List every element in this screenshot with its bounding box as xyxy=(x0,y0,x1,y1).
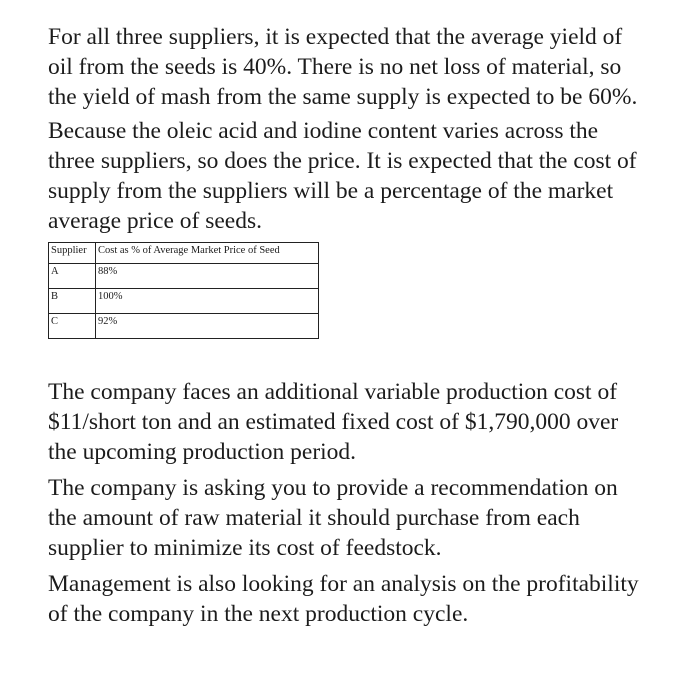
paragraph-profitability: Management is also looking for an analysis on the profitability of the company in the next production cycle. xyxy=(48,571,639,627)
document-body xyxy=(48,22,648,635)
table-cell-cost: 88% xyxy=(96,264,319,289)
table-cell-supplier: C xyxy=(49,314,96,339)
table-row xyxy=(49,289,319,314)
table-header-cost: Cost as % of Average Market Price of Seed xyxy=(96,243,319,264)
spacer xyxy=(48,339,648,377)
table-cell-supplier: A xyxy=(49,264,96,289)
table-cell-cost: 100% xyxy=(96,289,319,314)
table-cell-supplier: B xyxy=(49,289,96,314)
supplier-cost-table xyxy=(48,242,319,339)
paragraph-yield: For all three suppliers, it is expected that the average yield of oil from the seeds is 40%. There is no net loss of material, so the yield of mash from the same supply is expected to be 60%. xyxy=(48,24,638,110)
paragraph-costs: The company faces an additional variable production cost of $11/short ton and an estimated fixed cost of $1,790,000 over the upcoming production period. xyxy=(48,379,619,465)
table-header-supplier: Supplier xyxy=(49,243,96,264)
paragraph-recommendation: The company is asking you to provide a recommendation on the amount of raw material it should purchase from each supplier to minimize its cost of feedstock. xyxy=(48,475,618,561)
paragraph-price: Because the oleic acid and iodine content varies across the three suppliers, so does the price. It is expected that the cost of supply from the suppliers will be a percentage of the market average price of seeds. xyxy=(48,118,637,234)
table-header-row xyxy=(49,243,319,264)
table-row xyxy=(49,264,319,289)
table-cell-cost: 92% xyxy=(96,314,319,339)
table-row xyxy=(49,314,319,339)
